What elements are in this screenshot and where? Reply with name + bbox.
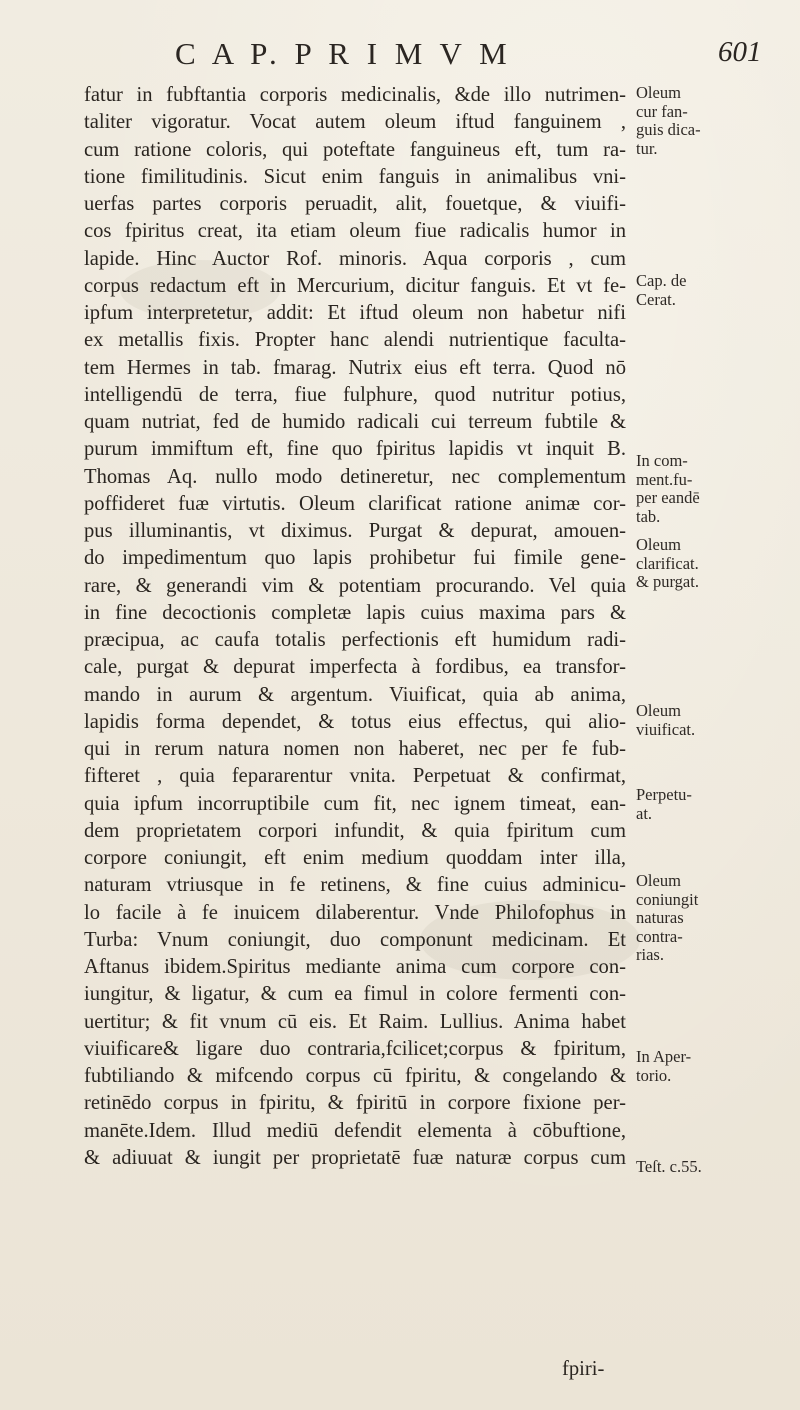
margin-note-line: Cap. de [636,271,687,290]
text-line: quam nutriat, fed de humido radicali cui terreum fubtile & [84,411,626,433]
text-line: corpore coniungit, eft enim medium quoddam inter illa, [84,847,626,869]
margin-note-line: Oleum [636,701,681,720]
text-line: mando in aurum & argentum. Viuificat, quia ab anima, [84,683,626,706]
text-line: qui in rerum natura nomen non haberet, nec per fe fub- [84,738,626,760]
text-line: do impedimentum quo lapis prohibetur fui fimile gene- [84,547,626,570]
running-head: C A P. P R I M V M [175,36,512,71]
margin-note-in-apertorio [636,1048,756,1085]
margin-note-oleum-coniungit [636,872,756,965]
text-line: iungitur, & ligatur, & cum ea fimul in colore fermenti con- [84,983,626,1006]
text-line: lapide. Hinc Auctor Rof. minoris. Aqua corporis , cum [84,247,626,270]
margin-note-line: viuificat. [636,719,696,739]
text-line: lapidis forma dependet, & totus eius effectus, qui alio- [84,710,626,733]
margin-note-line: cur fan- [636,101,688,121]
margin-note-line: at. [636,803,653,823]
text-line: fifteret , quia fepararentur vnita. Perpetuat & confirmat, [84,765,626,788]
text-line: naturam vtriusque in fe retinens, & fine cuius adminicu- [84,874,626,897]
text-line: viuificare& ligare duo contraria,fcilicet;corpus & fpiritum, [84,1037,626,1060]
margin-note-line: naturas [636,908,684,927]
margin-note-line: rias. [636,945,664,964]
text-line: cale, purgat & depurat imperfecta à fordibus, ea transfor- [84,656,626,679]
margin-note-line: Cerat. [636,289,676,309]
text-line: uertitur; & fit vnum cū eis. Et Raim. Lullius. Anima habet [84,1010,626,1033]
margin-note-line: tur. [636,138,658,158]
main-text-block [84,82,626,1172]
margin-note-oleum-viuificat [636,702,756,739]
text-line: Turba: Vnum coniungit, duo componunt medicinam. Et [84,928,626,951]
margin-note-line: In com- [636,451,688,470]
text-line: quia ipfum incorruptibile cum fit, nec ignem timeat, ean- [84,792,626,815]
margin-note-line: Oleum [636,871,681,890]
margin-note-test-ref [636,1158,756,1177]
margin-note-line: Oleum [636,535,681,554]
margin-note-line: per eandē [636,488,700,507]
text-line: Thomas Aq. nullo modo detineretur, nec complementum [84,465,626,488]
margin-note-line: guis dica- [636,120,701,139]
text-line: intelligendū de terra, fiue fulphure, quod nutritur potius, [84,383,626,406]
text-line: fatur in fubftantia corporis medicinalis, &de illo nutrimen- [84,84,626,106]
text-line: dem proprietatem corpori infundit, & quia fpiritum cum [84,819,626,842]
text-line: fubtiliando & mifcendo corpus cū fpiritu, & congelando & [84,1065,626,1087]
text-line: uerfas partes corporis peruadit, alit, fouetque, & viuifi- [84,193,626,215]
text-line: ex metallis fixis. Propter hanc alendi nutrientique faculta- [84,329,626,352]
catchword: fpiri- [562,1358,605,1380]
margin-note-line: coniungit [636,889,699,909]
page-number: 601 [718,36,762,68]
text-line: tem Hermes in tab. fmarag. Nutrix eius eft terra. Quod nō [84,356,626,379]
margin-note-line: In Aper- [636,1047,692,1066]
margin-note-oleum-cur-sanguis [636,84,756,158]
margin-note-line: & purgat. [636,572,699,591]
text-line: & adiuuat & iungit per proprietatē fuæ naturæ corpus cum [84,1146,626,1169]
margin-note-cap-de-cerat [636,272,756,309]
text-line: tione fimilitudinis. Sicut enim fanguis in animalibus vni- [84,165,626,188]
text-line: rare, & generandi vim & potentiam procurando. Vel quia [84,574,626,597]
margin-note-line: Perpetu- [636,785,692,804]
margin-note-line: contra- [636,926,683,946]
margin-note-line: clarificat. [636,553,699,573]
text-line: corpus redactum eft in Mercurium, dicitur fanguis. Et vt fe- [84,274,626,297]
text-line: cos fpiritus creat, ita etiam oleum fiue radicalis humor in [84,220,626,243]
margin-note-in-comment [636,452,756,526]
margin-note-perpetuat [636,786,756,823]
margin-note-line: Oleum [636,83,681,102]
text-line: taliter vigoratur. Vocat autem oleum iftud fanguinem , [84,111,626,134]
margin-note-line: tab. [636,506,661,526]
text-line: cum ratione coloris, qui poteftate fanguineus eft, tum ra- [84,138,626,161]
text-line: pus illuminantis, vt diximus. Purgat & depurat, amouen- [84,520,626,542]
margin-note-line: torio. [636,1065,672,1085]
text-line: præcipua, ac caufa totalis perfectionis eft humidum radi- [84,629,626,651]
text-line: lo facile à fe inuicem dilaberentur. Vnde Philofophus in [84,901,626,924]
page-header [0,36,800,76]
text-line: purum immiftum eft, fine quo fpiritus lapidis vt inquit B. [84,438,626,461]
text-line: manēte.Idem. Illud mediū defendit elementa à cōbuftione, [84,1119,626,1142]
text-line: in fine decoctionis completæ lapis cuius maxima pars & [84,601,626,624]
text-line: Aftanus ibidem.Spiritus mediante anima cum corpore con- [84,956,626,978]
text-line: poffideret fuæ virtutis. Oleum clarificat ratione animæ cor- [84,492,626,515]
text-line: retinēdo corpus in fpiritu, & fpiritū in corpore fixione per- [84,1092,626,1115]
margin-note-oleum-clarificat [636,536,756,592]
margin-note-line: ment.fu- [636,469,693,489]
text-line: ipfum interpretetur, addit: Et iftud oleum non habetur nifi [84,302,626,324]
margin-note-line: Teſt. c.55. [636,1157,702,1176]
